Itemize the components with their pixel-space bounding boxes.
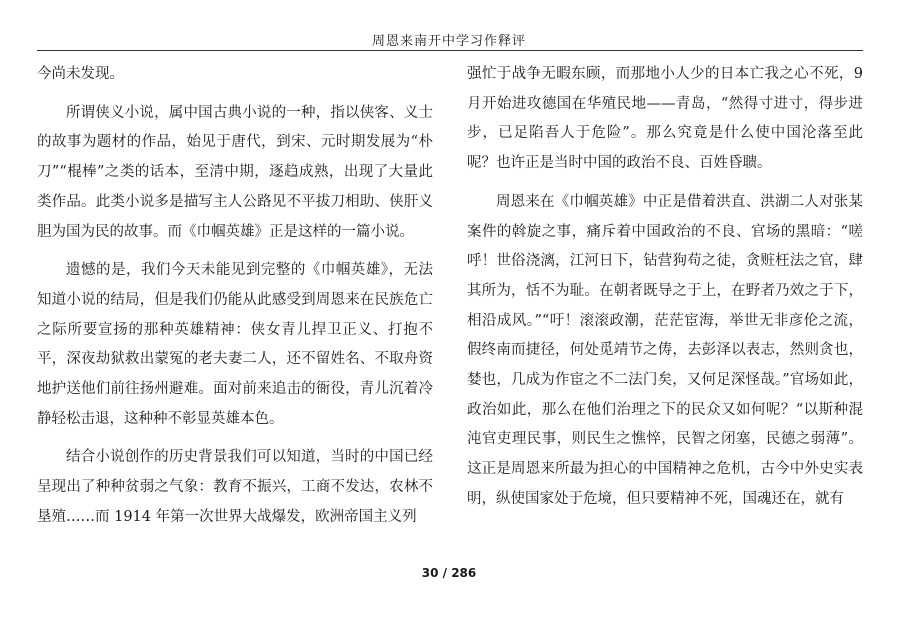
paragraph: 遗憾的是，我们今天未能见到完整的《巾帼英雄》，无法知道小说的结局，但是我们仍能从此感受到周恩来在民族危亡之际所要宣扬的那种英雄精神：侠女青儿捍卫正义、打抱不平，深夜劫狱救出蒙冤的老夫妻二人，还不留姓名、不取舟资地护送他们前往扬州避难。面对前来追击的衙役，青儿沉着冷静轻松击退，这种种不彰显英雄本色。	[37, 262, 433, 427]
right-text-column	[467, 60, 863, 515]
paragraph-continued: 强忙于战争无暇东顾，而那地小人少的日本亡我之心不死，9月开始进攻德国在华殖民地——青岛，“然得寸进寸，得步进步，已足陷吾人于危险”。那么究竟是什么使中国沦落至此呢？也许正是当时中国的政治不良、百姓昏聩。	[467, 66, 863, 172]
paragraph: 周恩来在《巾帼英雄》中正是借着洪直、洪湖二人对张某案件的斡旋之事，痛斥着中国政治的不良、官场的黑暗：“嗟呼！世俗浇漓，江河日下，钻营狗苟之徒，贪赃枉法之官，肆其所为，恬不为耻。在朝者既导之于上，在野者乃效之于下，相沿成风。”“吁！滚滚政潮，茫茫宦海，举世无非彦伦之流，假终南而捷径，何处觅靖节之俦，去彭泽以表志，然则贪也，婪也，几成为作宦之不二法门矣，又何足深怪哉。”官场如此，政治如此，那么在他们治理之下的民众又如何呢？“以斯种混沌官吏理民事，则民生之憔悴，民智之闭塞，民德之弱薄”。这正是周恩来所最为担心的中国精神之危机，古今中外史实表明，纵使国家处于危境，但只要精神不死，国魂还在，就有	[467, 193, 863, 507]
page-header-title: 周恩来南开中学习作释评	[371, 34, 526, 49]
paragraph: 结合小说创作的历史背景我们可以知道，当时的中国已经呈现出了种种贫弱之气象：教育不振兴，工商不发达，农林不垦殖……而 1914 年第一次世界大战爆发，欧洲帝国主义列	[37, 449, 433, 525]
left-text-column	[37, 60, 433, 533]
page-number: 30 / 286	[421, 566, 477, 580]
paragraph: 所谓侠义小说，属中国古典小说的一种，指以侠客、义士的故事为题材的作品，始见于唐代，到宋、元时期发展为“朴刀”“棍棒”之类的话本，至清中期，逐趋成熟，出现了大量此类作品。此类小说多是描写主人公路见不平拔刀相助、侠肝义胆为国为民的故事。而《巾帼英雄》正是这样的一篇小说。	[37, 104, 433, 240]
paragraph-continued: 今尚未发现。	[37, 66, 124, 82]
header-divider	[37, 50, 863, 51]
